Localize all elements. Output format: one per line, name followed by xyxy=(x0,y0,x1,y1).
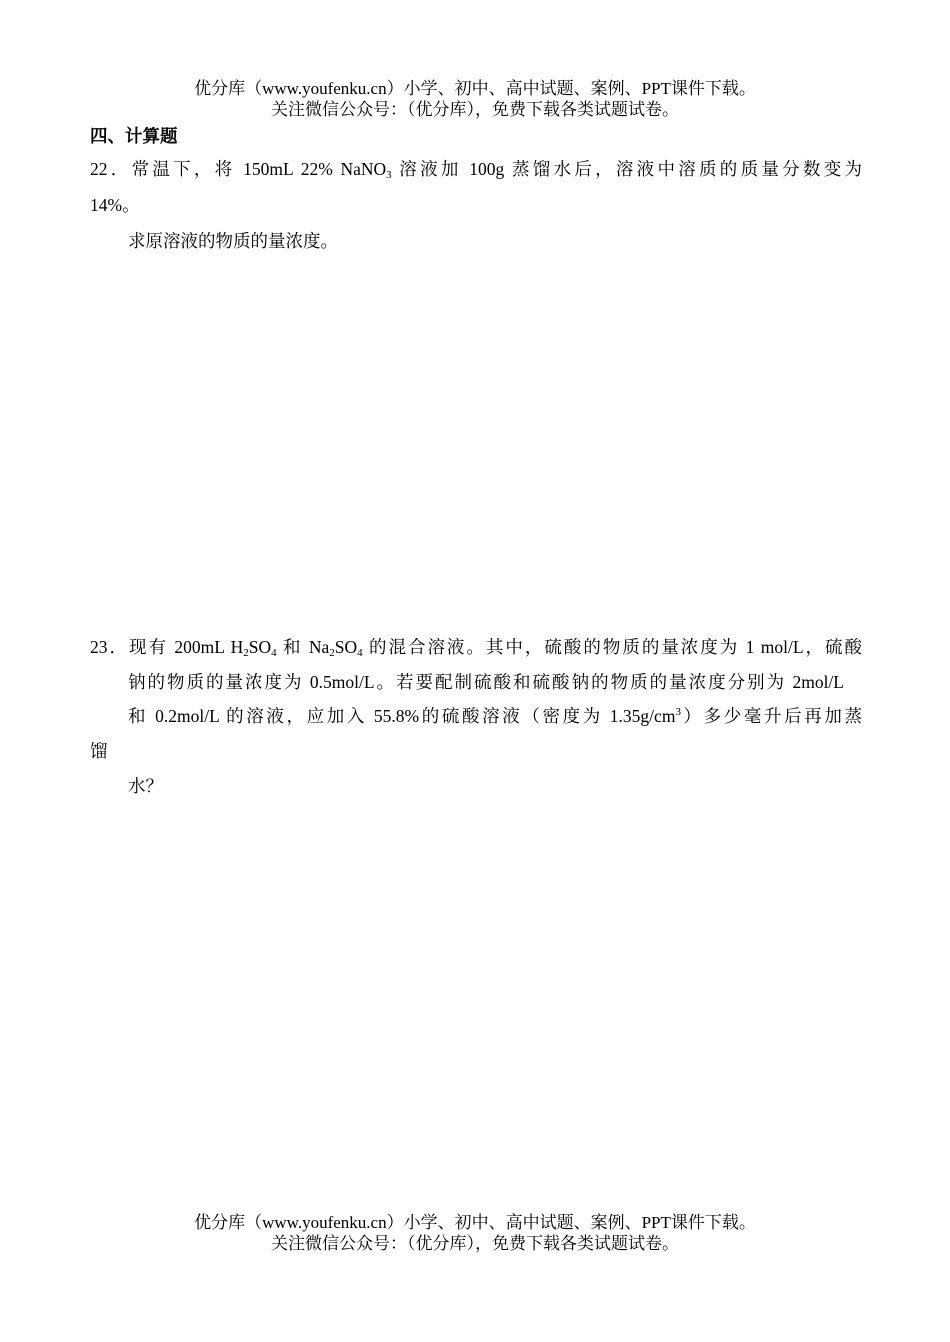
q22-line-3: 求原溶液的物质的量浓度。 xyxy=(128,231,338,251)
q23-sub-b: 4 xyxy=(271,647,277,659)
q22-number: 22． xyxy=(90,159,132,179)
q23-text-b: SO xyxy=(248,637,272,657)
q23-text-a: 现有 200mL H xyxy=(128,637,244,657)
q22-subscript: 3 xyxy=(386,169,392,181)
header-line-1: 优分库（www.youfenku.cn）小学、初中、高中试题、案例、PPT课件下载。 xyxy=(194,79,756,98)
q23-text-c: 和 Na xyxy=(276,637,330,657)
q23-l3-text-a: 和 0.2mol/L 的溶液，应加入 55.8%的硫酸溶液（密度为 1.35g/cm xyxy=(128,706,676,726)
q23-l3-superscript: 3 xyxy=(675,706,681,718)
header-line-2: 关注微信公众号：（优分库），免费下载各类试题试卷。 xyxy=(271,100,679,119)
q23-number: 23． xyxy=(90,637,129,657)
q23-line-4: 馏 xyxy=(90,741,108,761)
q23-line-2: 钠的物质的量浓度为 0.5mol/L。若要配制硫酸和硫酸钠的物质的量浓度分别为 2mol/L xyxy=(128,672,844,692)
q22-line-2: 14%。 xyxy=(90,195,140,215)
q23-l3-text-b: ）多少毫升后再加蒸 xyxy=(680,706,863,726)
q22-text-b: 溶液加 100g 蒸馏水后，溶液中溶质的质量分数变为 xyxy=(391,159,863,179)
footer-line-1: 优分库（www.youfenku.cn）小学、初中、高中试题、案例、PPT课件下载。 xyxy=(194,1213,756,1232)
q23-line-5: 水？ xyxy=(128,776,163,796)
q23-line-3 xyxy=(128,703,862,728)
q23-sub-c: 2 xyxy=(329,647,335,659)
section-title: 四、计算题 xyxy=(90,126,178,146)
q23-line-1 xyxy=(90,634,862,659)
q23-text-d: SO xyxy=(334,637,358,657)
q23-text-e: 的混合溶液。其中，硫酸的物质的量浓度为 1 mol/L，硫酸 xyxy=(362,637,862,657)
q23-sub-a: 2 xyxy=(243,647,249,659)
footer-line-2: 关注微信公众号：（优分库），免费下载各类试题试卷。 xyxy=(271,1234,679,1253)
q22-line-1 xyxy=(90,156,862,181)
q23-sub-d: 4 xyxy=(357,647,363,659)
q22-text-a: 常温下，将 150mL 22% NaNO xyxy=(131,159,387,179)
